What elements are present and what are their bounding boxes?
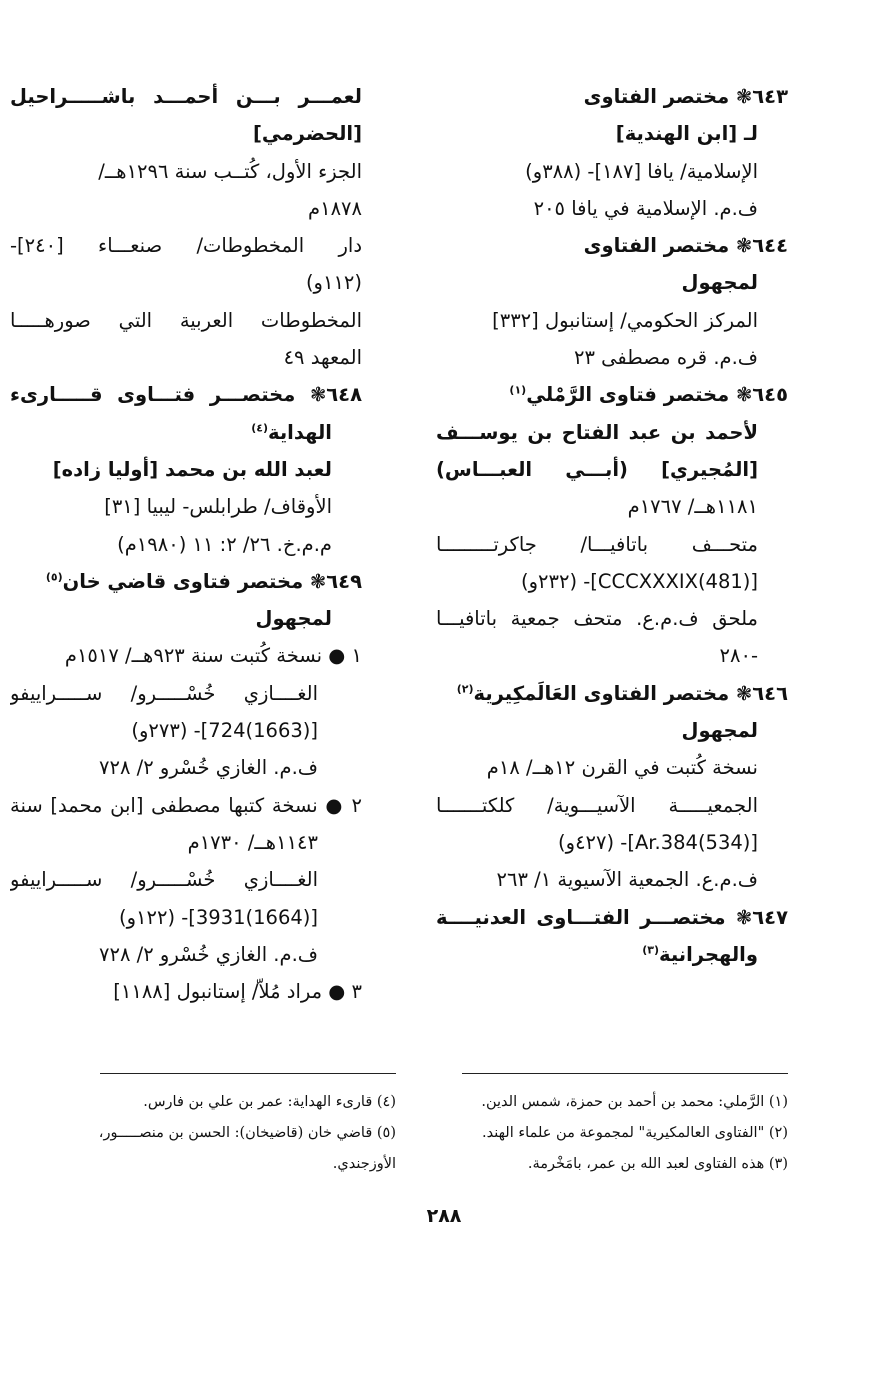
line-text: لمجهول xyxy=(255,607,332,631)
line-text: لعمـــر بـــن أحمـــد باشـــــراحيل xyxy=(10,85,362,108)
line-text: [الحضرمي] xyxy=(252,122,362,146)
entry-text-line xyxy=(10,637,362,674)
entry-text-line xyxy=(10,227,362,264)
entry-heading-line xyxy=(436,899,788,936)
footnotes-right xyxy=(440,1087,788,1180)
line-text: دار المخطوطات/ صنعـــاء [٢٤٠]- xyxy=(10,234,362,258)
line-text: ٦٤٧❃ مختصـــر الفتـــاوى العدنيــــة xyxy=(436,905,788,929)
entry-text-line xyxy=(10,675,362,712)
right-column xyxy=(436,78,788,973)
footnote: (١) الرَّملي: محمد بن أحمد بن حمزة، شمس الدين. xyxy=(481,1094,788,1110)
entry-text-line xyxy=(10,712,362,749)
entry-text-line xyxy=(10,264,362,301)
entry-heading-line xyxy=(436,936,788,973)
entry-text-line xyxy=(436,787,788,824)
footnote-separator-left xyxy=(100,1073,396,1074)
entry-heading-line xyxy=(10,563,362,600)
line-text: (١١٢و) xyxy=(305,271,362,295)
entry-heading-line xyxy=(436,264,788,301)
entry-heading-line xyxy=(436,675,788,712)
line-text: المخطوطات العربية التي صورهـــــا xyxy=(10,308,362,332)
line-text: لمجهول xyxy=(681,719,758,743)
entry-text-line xyxy=(10,190,362,227)
line-text: [المُجيري] (أبـــي العبـــاس) xyxy=(436,457,758,481)
line-text: ١ ● نسخة كُتبت سنة ٩٢٣هــ/ ١٥١٧م xyxy=(64,644,362,668)
entry-text-line xyxy=(10,153,362,190)
entry-text-line xyxy=(436,600,788,637)
line-text: ف.م. الغازي خُسْرو ٢/ ٧٢٨ xyxy=(99,942,318,966)
entry-text-line xyxy=(10,936,362,973)
line-text: [(481)CCCXXXIX]- (٢٣٢و) xyxy=(520,569,758,593)
entry-text-line xyxy=(10,899,362,936)
line-text: ف.م. الغازي خُسْرو ٢/ ٧٢٨ xyxy=(99,756,318,780)
line-text: ٦٤٥❃ مختصر فتاوى الرَّمْلي xyxy=(526,383,788,407)
footnote-marker: (٣) xyxy=(642,943,660,957)
line-text: ٦٤٨❃ مختصـــر فتـــاوى قـــــارىء xyxy=(10,383,362,407)
entry-heading-line xyxy=(10,376,362,413)
line-text: ١١٤٣هــ/ ١٧٣٠م xyxy=(187,830,318,854)
line-text: الجمعيـــــة الآسيـــوية/ كلكتـــــــا xyxy=(436,793,758,817)
footnote: (٥) قاضي خان (قاضيخان): الحسن بن منصـــــور، xyxy=(98,1125,396,1141)
line-text: ف.م. الإسلامية في يافا ٢٠٥ xyxy=(533,196,758,220)
line-text: لأحمد بن عبد الفتاح بن يوســـف xyxy=(436,420,758,444)
line-text: لـ [ابن الهندية] xyxy=(615,122,758,146)
entry-heading-line xyxy=(10,78,362,115)
line-text: لعبد الله بن محمد [أوليا زاده] xyxy=(52,457,332,481)
entry-text-line xyxy=(10,749,362,786)
footnote: (٣) هذه الفتاوى لعبد الله بن عمر، بامَخْرمة. xyxy=(527,1156,788,1172)
entry-text-line xyxy=(436,190,788,227)
footnote-continuation: الأوزجندي. xyxy=(332,1156,396,1172)
entry-heading-line xyxy=(436,712,788,749)
line-text: ٦٤٦❃ مختصر الفتاوى العَالَمكِيرية xyxy=(473,681,788,705)
footnote-separator-right xyxy=(462,1073,788,1074)
entry-heading-line xyxy=(436,115,788,152)
entry-text-line xyxy=(10,339,362,376)
entry-heading-line xyxy=(436,78,788,115)
line-text: الإسلامية/ يافا [١٨٧]- (٣٨٨و) xyxy=(525,159,758,183)
footnote-marker: (٤) xyxy=(251,421,269,435)
left-column xyxy=(10,78,362,1010)
line-text: ٦٤٤❃ مختصر الفتاوى xyxy=(583,234,788,258)
footnote-marker: (٥) xyxy=(45,570,63,584)
entry-heading-line xyxy=(10,451,362,488)
entry-text-line xyxy=(10,861,362,898)
footnotes-left xyxy=(91,1087,396,1180)
line-text: الغــــازي خُسْـــــرو/ ســـــراييفو xyxy=(10,681,318,705)
entry-text-line xyxy=(436,339,788,376)
entry-text-line xyxy=(10,488,362,525)
entry-heading-line xyxy=(436,414,788,451)
entry-text-line xyxy=(10,973,362,1010)
footnote: (٤) قارىء الهداية: عمر بن علي بن فارس. xyxy=(143,1094,396,1110)
line-text: -٢٨٠ xyxy=(719,644,758,668)
entry-text-line xyxy=(436,861,788,898)
line-text: ١٨٧٨م xyxy=(308,196,362,220)
entry-text-line xyxy=(436,153,788,190)
line-text: المعهد ٤٩ xyxy=(283,346,362,370)
line-text: الأوقاف/ طرابلس- ليبيا [٣١] xyxy=(104,495,332,519)
line-text: لمجهول xyxy=(681,271,758,295)
entry-text-line xyxy=(436,824,788,861)
line-text: ف.م.ع. الجمعية الآسيوية ١/ ٢٦٣ xyxy=(496,868,758,892)
entry-text-line xyxy=(10,787,362,824)
line-text: والهجرانية xyxy=(659,942,758,966)
line-text: ٦٤٣❃ مختصر الفتاوى xyxy=(583,85,788,108)
entry-text-line xyxy=(436,302,788,339)
page-number: ٢٨٨ xyxy=(426,1205,462,1227)
line-text: المركز الحكومي/ إستانبول [٣٣٢] xyxy=(492,308,758,332)
line-text: ٣ ● مراد مُلاّ/ إستانبول [١١٨٨] xyxy=(113,980,362,1004)
line-text: ٦٤٩❃ مختصر فتاوى قاضي خان xyxy=(62,569,362,593)
line-text: متحـــف باتافيـــا/ جاكرتـــــــــا xyxy=(436,532,758,556)
entry-heading-line xyxy=(10,115,362,152)
entry-heading-line xyxy=(436,451,788,488)
line-text: ملحق ف.م.ع. متحف جمعية باتافيـــا xyxy=(436,607,758,631)
line-text: [(1664)3931]- (١٢٢و) xyxy=(118,905,318,929)
line-text: الغــــازي خُسْـــــرو/ ســـــراييفو xyxy=(10,868,318,892)
line-text: م.م.خ. ٢٦/ ٢: ١١ (١٩٨٠م) xyxy=(117,532,332,556)
line-text: ٢ ● نسخة كتبها مصطفى [ابن محمد] سنة xyxy=(10,793,362,817)
footnote: (٢) "الفتاوى العالمكيرية" لمجموعة من علماء الهند. xyxy=(482,1125,788,1141)
entry-text-line xyxy=(10,824,362,861)
entry-heading-line xyxy=(10,414,362,451)
line-text: الجزء الأول، كُتــب سنة ١٢٩٦هــ/ xyxy=(98,159,362,183)
entry-text-line xyxy=(10,302,362,339)
line-text: [(1663)724]- (٢٧٣و) xyxy=(131,719,318,743)
entry-text-line xyxy=(436,526,788,563)
entry-text-line xyxy=(436,488,788,525)
entry-text-line xyxy=(10,526,362,563)
entry-heading-line xyxy=(436,227,788,264)
entry-heading-line xyxy=(436,376,788,413)
line-text: [(534)Ar.384]- (٤٢٧و) xyxy=(558,830,758,854)
footnote-marker: (٢) xyxy=(456,682,474,696)
line-text: نسخة كُتبت في القرن ١٢هــ/ ١٨م xyxy=(486,756,758,780)
entry-heading-line xyxy=(10,600,362,637)
footnote-marker: (١) xyxy=(509,383,527,397)
line-text: الهداية xyxy=(268,420,332,444)
entry-text-line xyxy=(436,749,788,786)
entry-text-line xyxy=(436,637,788,674)
line-text: ١١٨١هــ/ ١٧٦٧م xyxy=(627,495,758,519)
line-text: ف.م. قره مصطفى ٢٣ xyxy=(574,346,758,370)
entry-text-line xyxy=(436,563,788,600)
